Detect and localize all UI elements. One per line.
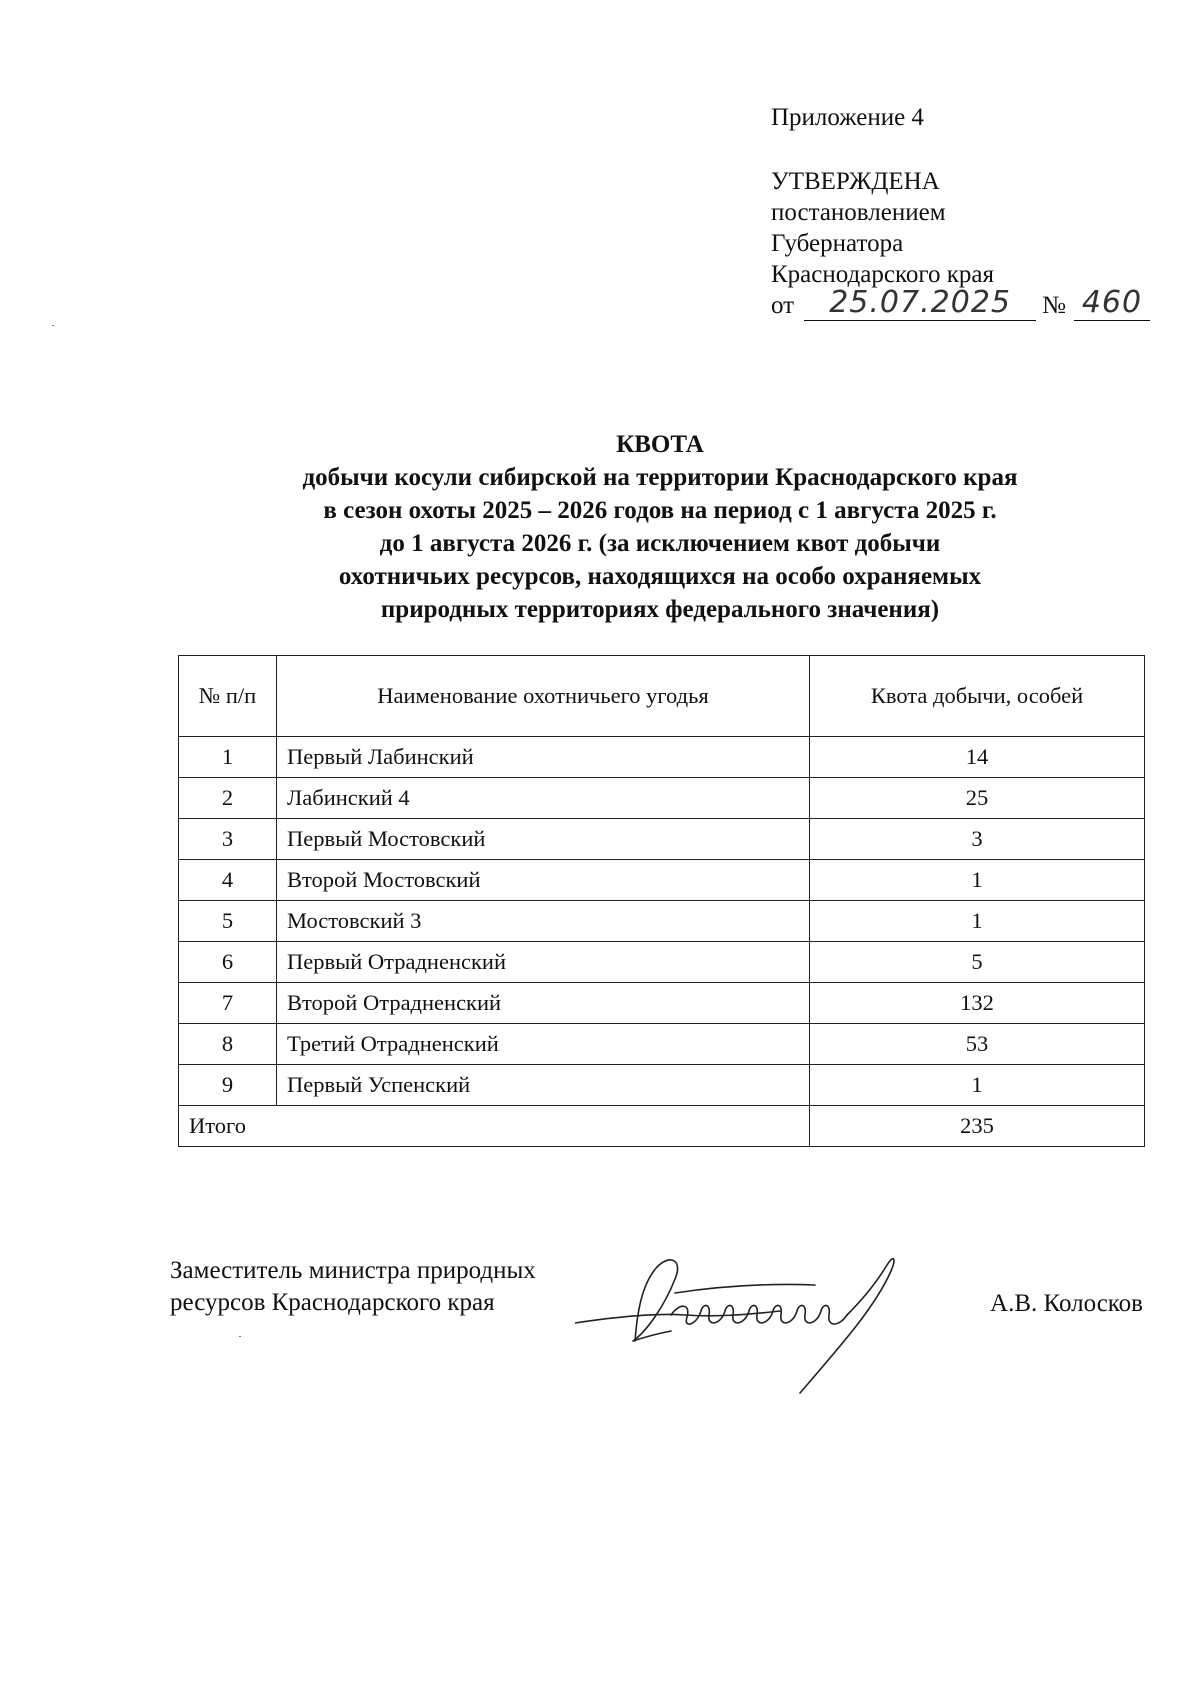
number-prefix: № bbox=[1042, 292, 1066, 319]
number-field bbox=[1074, 285, 1150, 321]
signatory-title-line1: Заместитель министра природных bbox=[170, 1257, 536, 1284]
row-name: Первый Мостовский bbox=[277, 819, 810, 860]
row-quota: 53 bbox=[810, 1024, 1145, 1065]
row-quota: 1 bbox=[810, 1065, 1145, 1106]
signatory-title bbox=[170, 1255, 536, 1319]
document-title bbox=[180, 428, 1140, 626]
handwritten-date: 25.07.2025 bbox=[829, 285, 1011, 320]
date-field bbox=[804, 285, 1036, 321]
approved-label: УТВЕРЖДЕНА bbox=[771, 168, 940, 195]
total-quota: 235 bbox=[810, 1106, 1145, 1147]
title-line-3: до 1 августа 2026 г. (за исключением квот добычи bbox=[379, 530, 941, 557]
approval-block bbox=[771, 102, 1150, 321]
approved-by-line3: Краснодарского края bbox=[771, 261, 994, 288]
title-heading: КВОТА bbox=[616, 431, 704, 458]
row-name: Первый Отрадненский bbox=[277, 942, 810, 983]
title-line-2: в сезон охоты 2025 – 2026 годов на период с 1 августа 2025 г. bbox=[323, 497, 997, 524]
scan-speck bbox=[239, 1336, 241, 1337]
row-name: Третий Отрадненский bbox=[277, 1024, 810, 1065]
header-num: № п/п bbox=[179, 656, 277, 737]
signatory-name: А.В. Колосков bbox=[990, 1290, 1143, 1317]
title-line-1: добычи косули сибирской на территории Краснодарского края bbox=[302, 464, 1018, 491]
date-number-row bbox=[771, 285, 1150, 321]
row-num: 6 bbox=[179, 942, 277, 983]
row-quota: 5 bbox=[810, 942, 1145, 983]
table-row bbox=[179, 983, 1145, 1024]
row-num: 8 bbox=[179, 1024, 277, 1065]
header-name: Наименование охотничьего угодья bbox=[277, 656, 810, 737]
table-row bbox=[179, 901, 1145, 942]
row-quota: 25 bbox=[810, 778, 1145, 819]
table-row bbox=[179, 1065, 1145, 1106]
row-name: Второй Отрадненский bbox=[277, 983, 810, 1024]
row-name: Первый Успенский bbox=[277, 1065, 810, 1106]
total-label: Итого bbox=[179, 1106, 810, 1147]
table-total-row bbox=[179, 1106, 1145, 1147]
row-name: Мостовский 3 bbox=[277, 901, 810, 942]
table-row bbox=[179, 1024, 1145, 1065]
row-num: 5 bbox=[179, 901, 277, 942]
date-prefix: от bbox=[771, 292, 795, 319]
row-name: Первый Лабинский bbox=[277, 737, 810, 778]
approved-by-line2: Губернатора bbox=[771, 230, 904, 257]
table-row bbox=[179, 860, 1145, 901]
table-row bbox=[179, 737, 1145, 778]
row-quota: 1 bbox=[810, 901, 1145, 942]
row-num: 7 bbox=[179, 983, 277, 1024]
approved-by-line1: постановлением bbox=[771, 199, 946, 226]
handwritten-number: 460 bbox=[1081, 285, 1143, 320]
title-line-5: природных территориях федерального значения) bbox=[380, 596, 940, 623]
row-num: 4 bbox=[179, 860, 277, 901]
table-header-row bbox=[179, 656, 1145, 737]
row-num: 3 bbox=[179, 819, 277, 860]
row-name: Второй Мостовский bbox=[277, 860, 810, 901]
title-line-4: охотничьих ресурсов, находящихся на особо охраняемых bbox=[338, 563, 982, 590]
table-row bbox=[179, 819, 1145, 860]
header-quota: Квота добычи, особей bbox=[810, 656, 1145, 737]
table-row bbox=[179, 942, 1145, 983]
annex-label: Приложение 4 bbox=[771, 104, 924, 131]
signatory-title-line2: ресурсов Краснодарского края bbox=[170, 1289, 495, 1316]
row-quota: 132 bbox=[810, 983, 1145, 1024]
handwritten-signature bbox=[575, 1245, 955, 1410]
row-name: Лабинский 4 bbox=[277, 778, 810, 819]
row-quota: 14 bbox=[810, 737, 1145, 778]
row-quota: 3 bbox=[810, 819, 1145, 860]
table-row bbox=[179, 778, 1145, 819]
row-num: 9 bbox=[179, 1065, 277, 1106]
row-num: 1 bbox=[179, 737, 277, 778]
row-quota: 1 bbox=[810, 860, 1145, 901]
scan-speck bbox=[52, 325, 54, 326]
quota-table bbox=[178, 655, 1145, 1147]
row-num: 2 bbox=[179, 778, 277, 819]
